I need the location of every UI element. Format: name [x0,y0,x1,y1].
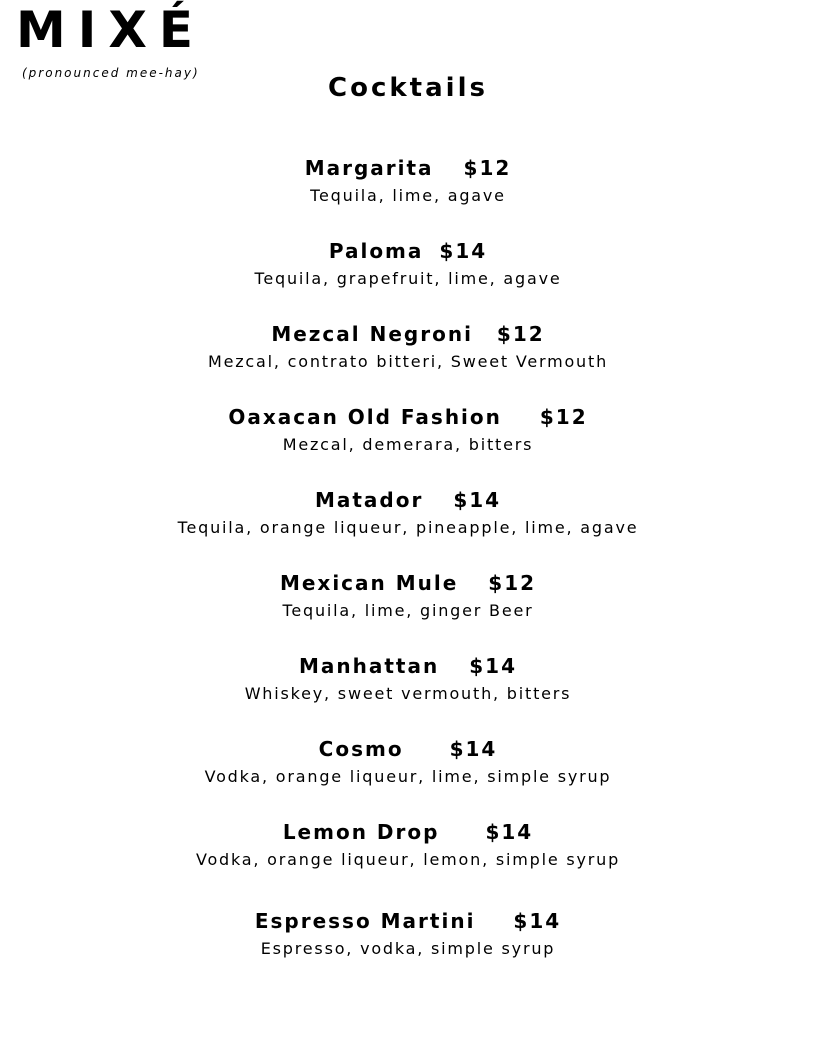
menu-item-name: Espresso Martini [254,909,476,933]
menu-item-price: $14 [439,239,488,263]
menu-item [0,486,816,569]
menu-item-header [0,403,816,431]
menu-item-price: $12 [539,405,588,429]
menu-item-header [0,569,816,597]
menu-item-name: Mezcal Negroni [271,322,473,346]
menu-item-price: $14 [469,654,517,678]
menu-item-name: Manhattan [299,654,440,678]
menu-item [0,237,816,320]
menu-item [0,735,816,818]
menu-item [0,818,816,901]
menu-item-description: Mezcal, contrato bitteri, Sweet Vermouth [207,352,609,371]
menu-item [0,403,816,486]
menu-item-price: $14 [513,909,562,933]
cocktail-menu [0,154,816,990]
menu-item-price: $12 [488,571,537,595]
menu-item-description: Tequila, orange liqueur, pineapple, lime, agave [177,518,639,537]
menu-item-price: $14 [453,488,502,512]
menu-item-header [0,652,816,680]
menu-item [0,569,816,652]
brand-pronunciation: (pronounced mee-hay) [22,66,200,80]
menu-item-description: Vodka, orange liqueur, lime, simple syrup [204,767,612,786]
menu-item-header [0,818,816,846]
menu-item-description: Whiskey, sweet vermouth, bitters [244,684,572,703]
menu-item-name: Matador [314,488,424,512]
menu-item-header [0,735,816,763]
brand-logo [16,2,216,80]
menu-item-price: $12 [463,156,512,180]
menu-item-price: $12 [496,322,545,346]
menu-item-name: Margarita [304,156,434,180]
menu-item-header [0,486,816,514]
menu-item-description: Vodka, orange liqueur, lemon, simple syrup [195,850,621,869]
menu-item-description: Mezcal, demerara, bitters [282,435,534,454]
menu-item-header [0,237,816,265]
menu-item-name: Mexican Mule [279,571,459,595]
menu-item-name: Oaxacan Old Fashion [228,405,502,429]
menu-item-name: Cosmo [318,737,404,761]
menu-item-price: $14 [449,737,498,761]
menu-item [0,907,816,990]
menu-item-description: Tequila, lime, ginger Beer [282,601,534,620]
menu-item [0,320,816,403]
menu-item-price: $14 [485,820,534,844]
menu-item [0,652,816,735]
menu-item-name: Lemon Drop [282,820,440,844]
brand-name: MIXÉ [16,1,206,59]
menu-item-header [0,320,816,348]
menu-item-header [0,907,816,935]
section-title: Cocktails [328,73,488,103]
menu-item-name: Paloma [328,239,424,263]
menu-item [0,154,816,237]
menu-item-description: Tequila, lime, agave [310,186,506,205]
menu-item-description: Tequila, grapefruit, lime, agave [254,269,562,288]
menu-item-header [0,154,816,182]
menu-item-description: Espresso, vodka, simple syrup [260,939,556,958]
